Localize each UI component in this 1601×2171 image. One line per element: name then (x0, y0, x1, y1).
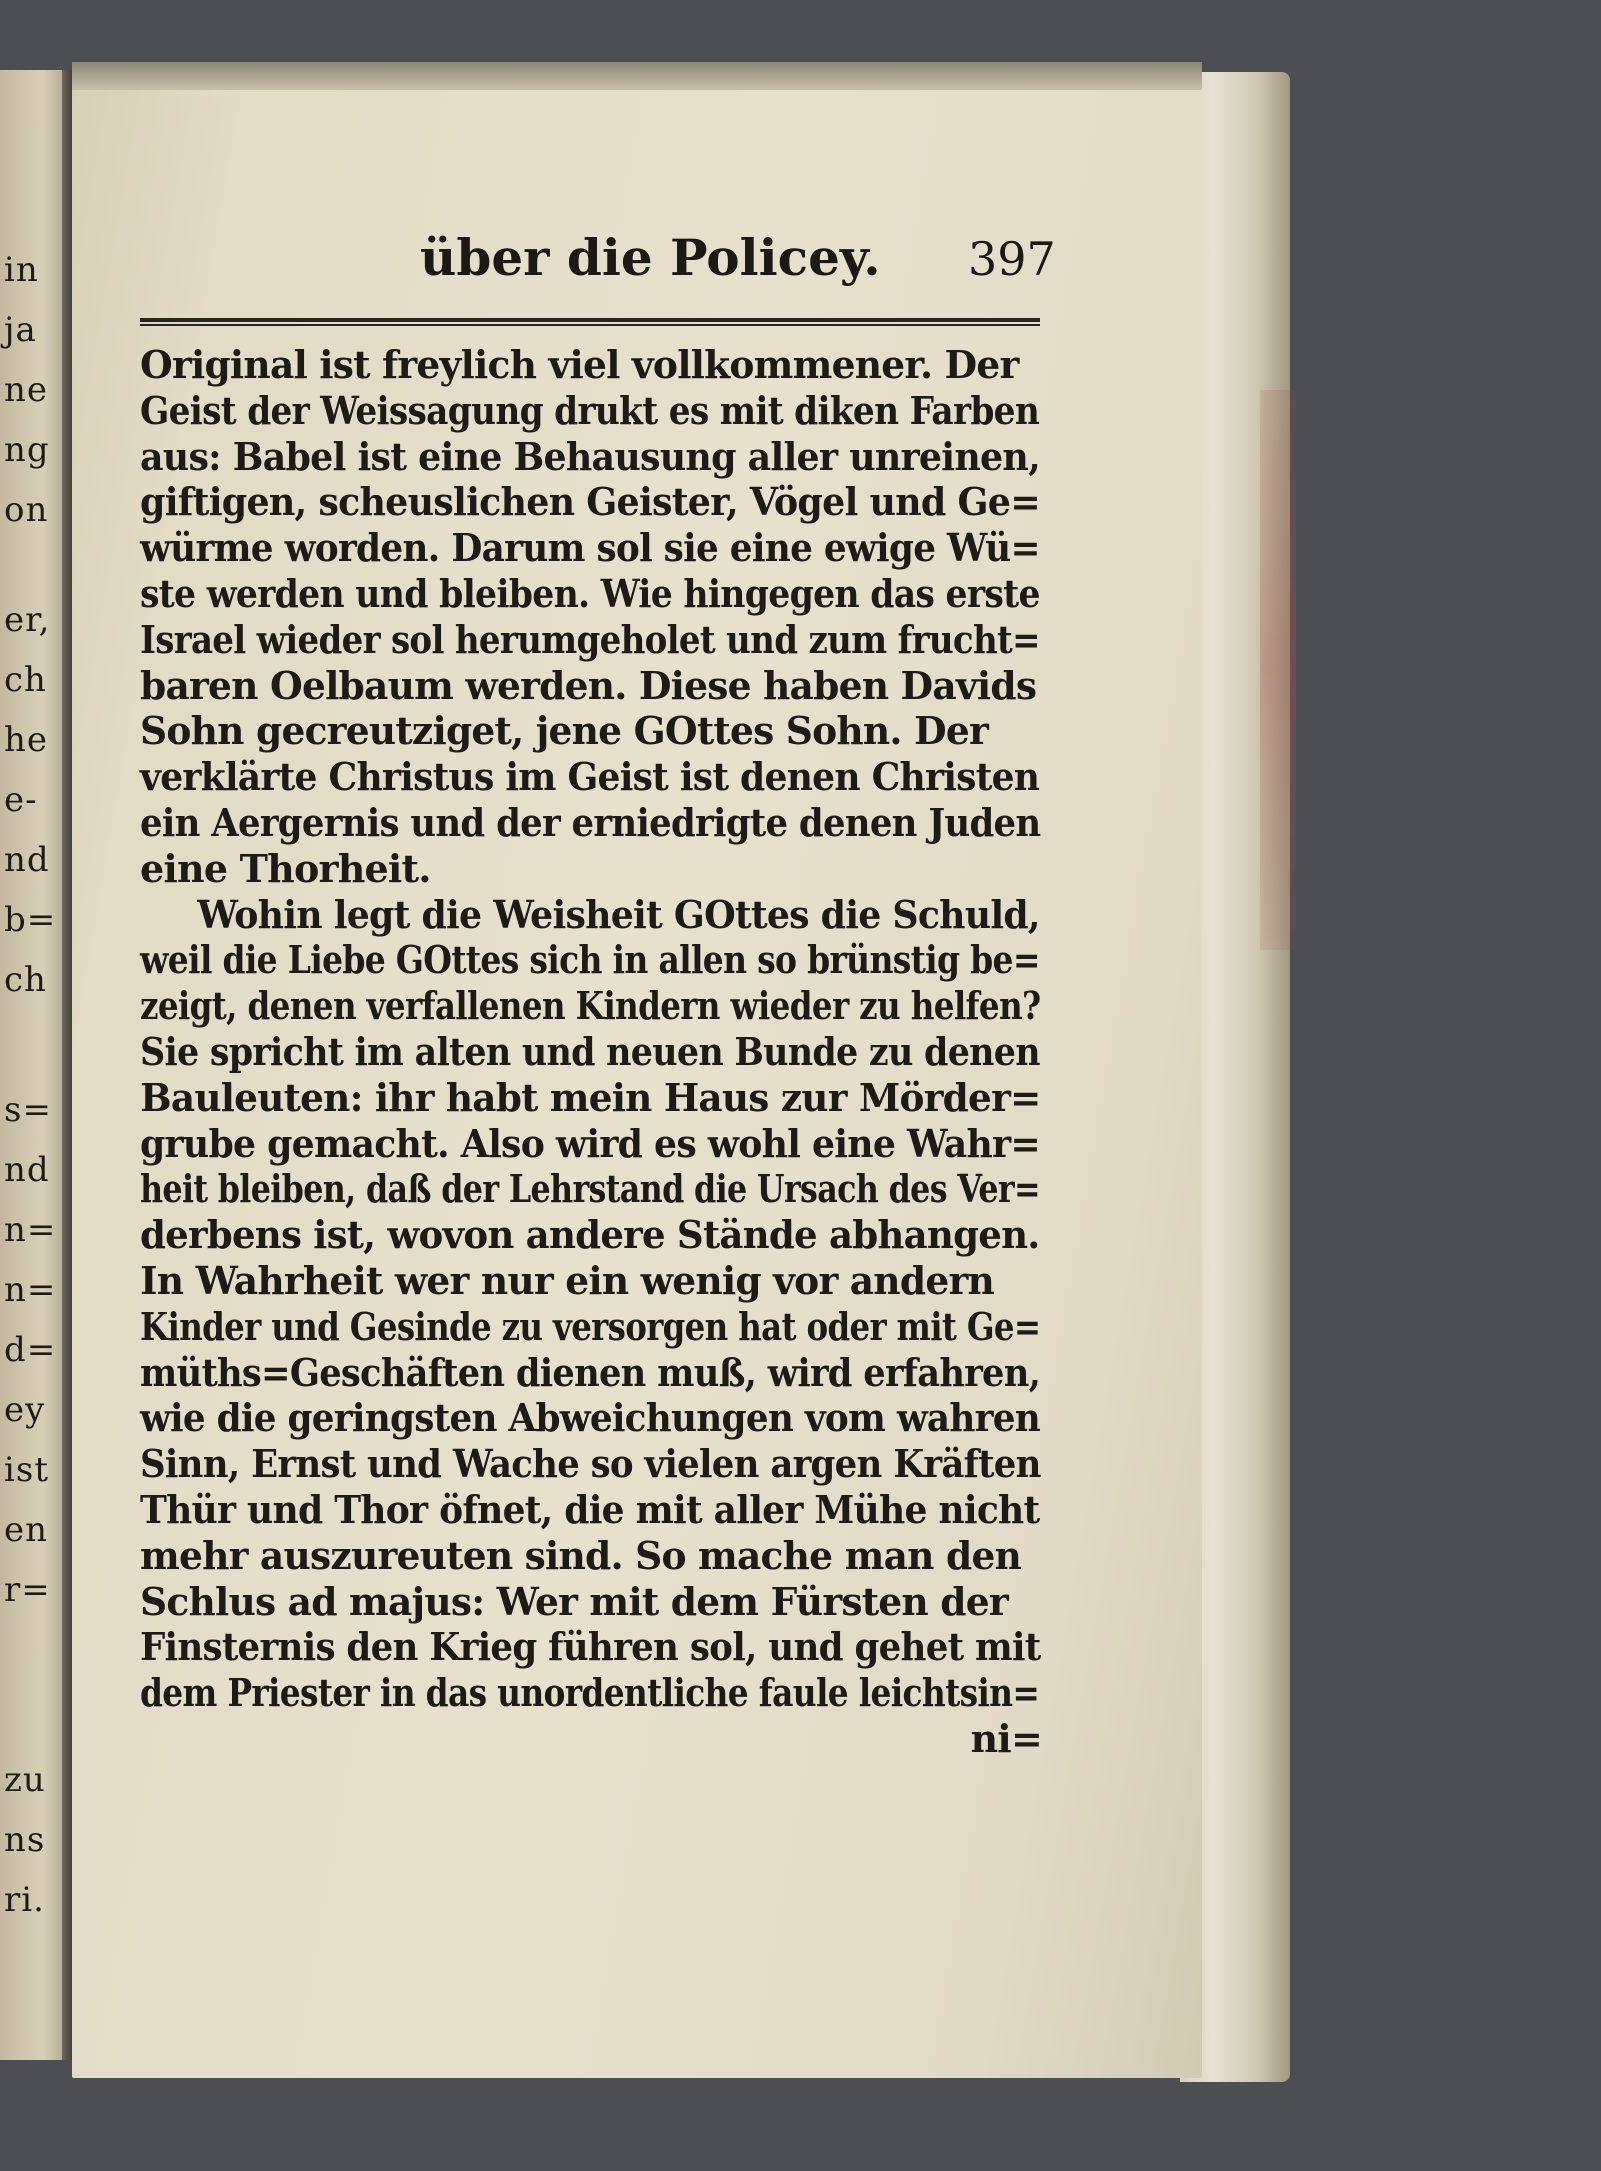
left-page-fragment: ch (4, 660, 47, 700)
left-page-fragment: d= (4, 1330, 57, 1370)
header-rule (140, 318, 1040, 326)
text-line: Finsternis den Krieg führen sol, und gehet mit (140, 1624, 1041, 1670)
left-page-fragment: ri. (4, 1880, 45, 1920)
left-page-fragment: ns (4, 1820, 46, 1860)
left-page-fragment: er, (4, 600, 51, 640)
left-page-fragment: r= (4, 1570, 51, 1610)
body-text (140, 342, 1050, 1762)
text-line: müths=Geschäften dienen muß, wird erfahren, (140, 1349, 1041, 1395)
text-line: zeigt, denen verfallenen Kindern wieder zu helfen? (140, 983, 1041, 1029)
left-page-fragment: nd (4, 1150, 50, 1190)
left-page-fragment: on (4, 490, 49, 530)
running-title: über die Policey. (420, 228, 881, 287)
text-line: eine Thorheit. (140, 845, 431, 891)
left-page-fragment: ch (4, 960, 47, 1000)
text-line: Bauleuten: ihr habt mein Haus zur Mörder= (140, 1074, 1041, 1120)
left-page-fragment: he (4, 720, 49, 760)
text-line: mehr auszureuten sind. So mache man den (140, 1532, 1022, 1578)
text-line: aus: Babel ist eine Behausung aller unreinen, (140, 433, 1040, 479)
text-line: ein Aergernis und der erniedrigte denen Juden (140, 799, 1041, 845)
text-line: derbens ist, wovon andere Stände abhangen. (140, 1212, 1040, 1258)
text-line: Geist der Weissagung drukt es mit diken Farben (140, 387, 1040, 433)
text-line: Israel wieder sol herumgeholet und zum frucht= (140, 616, 1040, 662)
left-page-fragment: n= (4, 1270, 57, 1310)
left-page-fragment: ey (4, 1390, 46, 1430)
text-line: Original ist freylich viel vollkommener. Der (140, 342, 1019, 387)
text-line: würme worden. Darum sol sie eine ewige Wü= (140, 525, 1040, 571)
left-page-fragment: ist (4, 1450, 49, 1490)
left-page-fragment: ja (4, 310, 37, 350)
left-page-fragment: n= (4, 1210, 57, 1250)
text-line: heit bleiben, daß der Lehrstand die Ursach des Ver= (140, 1166, 1040, 1212)
text-line: weil die Liebe GOttes sich in allen so brünstig be= (140, 937, 1040, 983)
left-page-fragment: ng (4, 430, 50, 470)
text-line: giftigen, scheuslichen Geister, Vögel und Ge= (140, 479, 1040, 525)
text-line: ni= (970, 1715, 1042, 1761)
text-line: Kinder und Gesinde zu versorgen hat oder mit Ge= (140, 1303, 1041, 1349)
text-line: grube gemacht. Also wird es wohl eine Wahr= (140, 1120, 1040, 1166)
left-page-fragment: nd (4, 840, 50, 880)
left-page-fragment: b= (4, 900, 57, 940)
page-number: 397 (968, 232, 1056, 286)
left-page-fragment: ne (4, 370, 49, 410)
text-line: Schlus ad majus: Wer mit dem Fürsten der (140, 1578, 1008, 1624)
text-line: Wohin legt die Weisheit GOttes die Schuld, (197, 891, 1040, 937)
top-page-edge (72, 62, 1202, 90)
left-page-fragment: in (4, 250, 39, 290)
left-page-fragment: s= (4, 1090, 52, 1130)
text-line: dem Priester in das unordentliche faule leichtsin= (140, 1670, 1040, 1716)
text-line: In Wahrheit wer nur ein wenig vor andern (140, 1257, 995, 1303)
left-page-fragment: en (4, 1510, 49, 1550)
edge-stain (1260, 390, 1296, 950)
text-line: Thür und Thor öfnet, die mit aller Mühe nicht (140, 1486, 1040, 1532)
text-line: Sie spricht im alten und neuen Bunde zu denen (140, 1028, 1040, 1074)
left-page-fragment: zu (4, 1760, 46, 1800)
text-line: ste werden und bleiben. Wie hingegen das erste (140, 570, 1040, 616)
text-line: wie die geringsten Abweichungen vom wahren (140, 1395, 1040, 1441)
text-line: baren Oelbaum werden. Diese haben Davids (140, 662, 1037, 708)
text-line: Sinn, Ernst und Wache so vielen argen Kräften (140, 1441, 1041, 1487)
left-page-fragment: e- (4, 780, 38, 820)
text-line: Sohn gecreutziget, jene GOttes Sohn. Der (140, 708, 988, 754)
text-line: verklärte Christus im Geist ist denen Christen (140, 754, 1040, 800)
